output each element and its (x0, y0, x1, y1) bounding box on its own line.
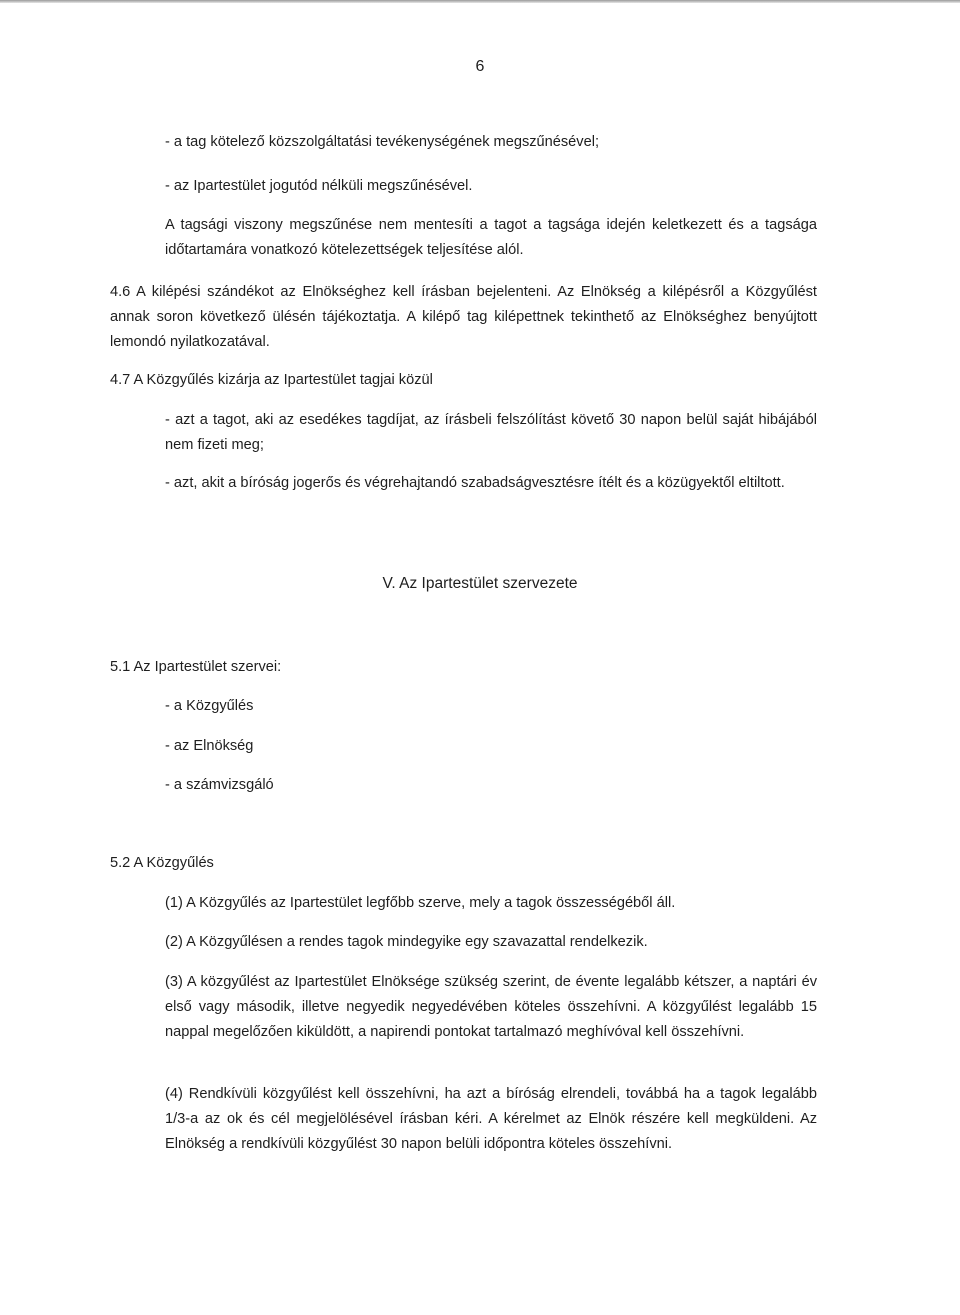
organ-item-3: - a számvizsgáló (165, 777, 274, 793)
scan-edge (0, 0, 960, 3)
termination-item-2: - az Ipartestület jogutód nélküli megszűnésével. (165, 178, 473, 194)
organ-item-2: - az Elnökség (165, 738, 254, 754)
termination-note: A tagsági viszony megszűnése nem mentesíti a tagot a tagsága idején keletkezett és a tagsága időtartamára vonatkozó kötelezettségek teljesítése alól. (165, 217, 817, 258)
section-5-2-title: 5.2 A Közgyűlés (110, 855, 214, 871)
section-5-2-para-1: (1) A Közgyűlés az Ipartestület legfőbb szerve, mely a tagok összességéből áll. (165, 895, 676, 911)
chapter-heading: V. Az Ipartestület szervezete (382, 575, 578, 592)
section-4-6: 4.6 A kilépési szándékot az Elnökséghez kell írásban bejelenteni. Az Elnökség a kilépésről a Közgyűlést annak soron következő ülésén tájékoztatja. A kilépő tag kilépettnek tekinthető az Elnökséghez benyújtott lemondó nyilatkozatával. (110, 284, 817, 350)
section-4-7-intro: 4.7 A Közgyűlés kizárja az Ipartestület tagjai közül (110, 372, 433, 388)
section-4-7-item-1: - azt a tagot, aki az esedékes tagdíjat, az írásbeli felszólítást követő 30 napon belül saját hibájából nem fizeti meg; (165, 412, 817, 453)
page-number: 6 (475, 58, 485, 75)
section-5-2-para-3: (3) A közgyűlést az Ipartestület Elnöksége szükség szerint, de évente legalább kétszer, a naptári év első vagy második, illetve negyedik negyedévében köteles összehívni. A közgyűlést legalább 15 nappal megelőzően kiküldött, a napirendi pontokat tartalmazó meghívóval kell összehívni. (165, 974, 817, 1040)
section-5-2-para-2: (2) A Közgyűlésen a rendes tagok mindegyike egy szavazattal rendelkezik. (165, 934, 648, 950)
organ-item-1: - a Közgyűlés (165, 698, 254, 714)
section-4-7-item-2: - azt, akit a bíróság jogerős és végrehajtandó szabadságvesztésre ítélt és a közügyektől eltiltott. (165, 475, 785, 491)
section-5-2-para-4: (4) Rendkívüli közgyűlést kell összehívni, ha azt a bíróság elrendeli, továbbá ha a tagok legalább 1/3-a az ok és cél megjelölésével írásban kéri. A kérelmet az Elnök részére kell megküldeni. Az Elnökség a rendkívüli közgyűlést 30 napon belüli időpontra köteles összehívni. (165, 1086, 817, 1152)
termination-item-1: - a tag kötelező közszolgáltatási tevékenységének megszűnésével; (165, 134, 600, 150)
section-5-1-title: 5.1 Az Ipartestület szervei: (110, 659, 282, 675)
